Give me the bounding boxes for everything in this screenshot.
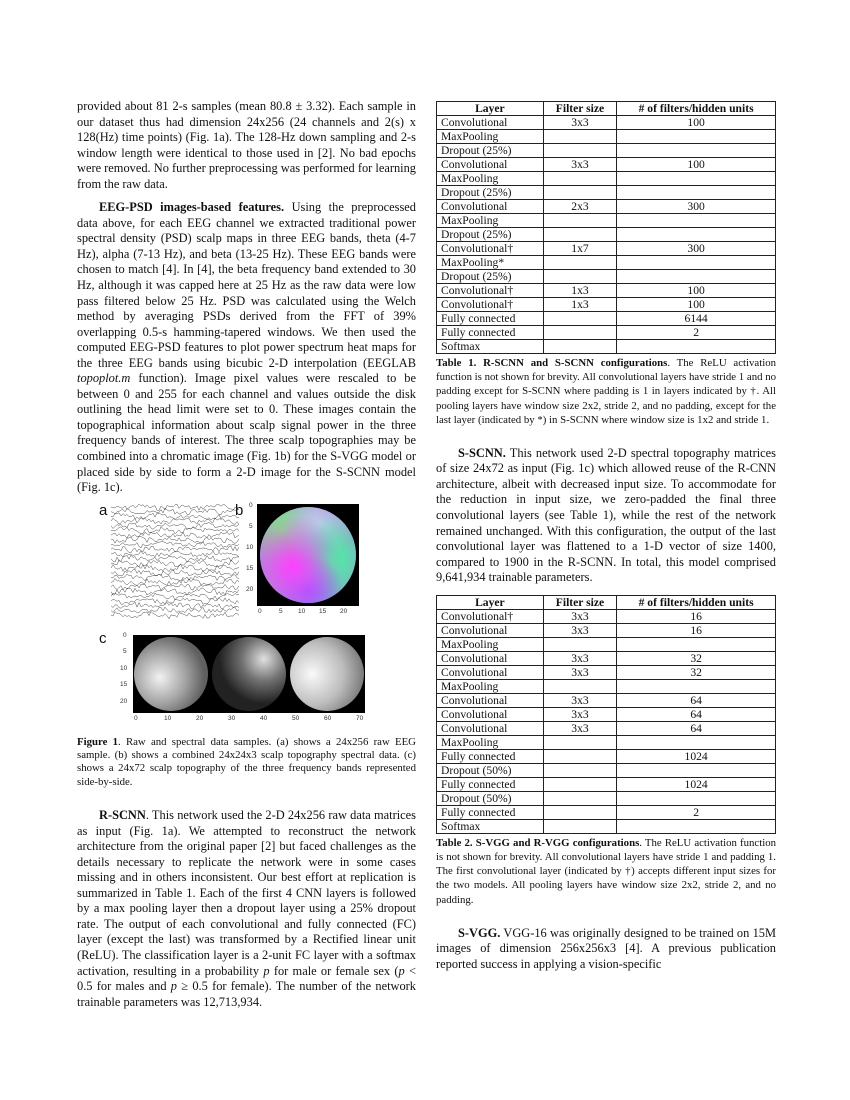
layer-cell: Fully connected: [437, 749, 544, 763]
units-cell: [617, 340, 776, 354]
c-xtick-7: 70: [356, 714, 364, 722]
table-row: [437, 693, 776, 707]
layer-cell: Dropout (25%): [437, 144, 544, 158]
units-cell: [617, 270, 776, 284]
units-cell: 32: [617, 665, 776, 679]
filter-size-cell: [543, 270, 616, 284]
table-row: [437, 735, 776, 749]
table-row: [437, 609, 776, 623]
units-cell: [617, 637, 776, 651]
table-1-header-row: [437, 102, 776, 116]
layer-cell: Convolutional: [437, 200, 544, 214]
filter-size-cell: [543, 819, 616, 833]
layer-cell: Softmax: [437, 819, 544, 833]
eeg-trace: [111, 536, 239, 543]
units-cell: 6144: [617, 312, 776, 326]
table-1: [436, 101, 776, 354]
table-1-header-layer: Layer: [437, 102, 544, 116]
filter-size-cell: [543, 340, 616, 354]
layer-cell: MaxPooling: [437, 130, 544, 144]
filter-size-cell: 3x3: [543, 693, 616, 707]
c-ytick-2: 10: [120, 664, 128, 672]
layer-cell: Convolutional†: [437, 298, 544, 312]
filter-size-cell: [543, 735, 616, 749]
c-xtick-5: 50: [292, 714, 300, 722]
table-2-caption: [436, 836, 776, 907]
b-xtick-0: 0: [258, 607, 262, 615]
units-cell: 100: [617, 158, 776, 172]
table-row: [437, 651, 776, 665]
table-row: [437, 284, 776, 298]
filter-size-cell: 1x3: [543, 284, 616, 298]
table-row: [437, 665, 776, 679]
layer-cell: Softmax: [437, 340, 544, 354]
eeg-trace: [111, 593, 239, 600]
r-scnn-text-a: . This network used the 2-D 24x256 raw data matrices as input (Fig. 1a). We attempted to reconstruct the network architecture from the original paper [2] but faced challenges as the details necessary to replicate the network were in some cases missing and in others inconsistent. Our best effort at replication is summarized in Table 1. Each of the first 4 CNN layers is followed by a max pooling layer then a dropout layer using a 25% dropout rate. The output of each convolutional and fully connected (FC) layer (except the last) was transformed by a Rectified linear unit (ReLU). The classification layer is a 2-unit FC layer with a softmax activation, resulting in a probability: [77, 808, 416, 978]
paragraph-eeg-psd: [77, 200, 416, 495]
table-2-header-row: [437, 595, 776, 609]
layer-cell: Fully connected: [437, 326, 544, 340]
filter-size-cell: 3x3: [543, 651, 616, 665]
layer-cell: Convolutional: [437, 665, 544, 679]
paragraph-s-vgg: [436, 926, 776, 973]
b-ytick-4: 20: [246, 585, 254, 593]
units-cell: 300: [617, 242, 776, 256]
eeg-trace: [111, 597, 239, 604]
eeg-trace: [111, 517, 239, 524]
table-row: [437, 763, 776, 777]
layer-cell: MaxPooling: [437, 735, 544, 749]
layer-cell: Fully connected: [437, 312, 544, 326]
eeg-trace: [111, 607, 239, 613]
filter-size-cell: [543, 326, 616, 340]
units-cell: 100: [617, 116, 776, 130]
table-row: [437, 819, 776, 833]
fig-label-b: b: [235, 501, 244, 519]
table-row: [437, 186, 776, 200]
eeg-psd-text-a: Using the preprocessed data above, for each EEG channel we extracted traditional power spectral density (PSD) scalp maps in three EEG bands, theta (4-7 Hz), alpha (7-13 Hz), and beta (13-25 Hz). These EEG bands were chosen to match [4]. In [4], the beta frequency band extended to 30 Hz, although it was capped here at 25 Hz as the raw data were low pass filtered below 25 Hz. PSD was calculated using the Welch method by averaging PSDs derived from the FFT of 39% overlapping 0.5-s hamming-tapered windows. We then used the computed EEG-PSD features to plot power spectrum heat maps for the three EEG bands using bicubic 2-D interpolation (EEGLAB: [77, 200, 416, 370]
units-cell: [617, 130, 776, 144]
layer-cell: MaxPooling: [437, 637, 544, 651]
layer-cell: MaxPooling: [437, 214, 544, 228]
filter-size-cell: [543, 312, 616, 326]
table-1-caption: [436, 356, 776, 427]
r-scnn-text-c: < 0.5 for males and: [77, 963, 416, 994]
table-1-header-units: # of filters/hidden units: [617, 102, 776, 116]
table-row: [437, 214, 776, 228]
filter-size-cell: 3x3: [543, 707, 616, 721]
b-ytick-0: 0: [249, 501, 253, 509]
units-cell: 16: [617, 623, 776, 637]
paragraph-s-scnn: [436, 446, 776, 586]
b-ytick-1: 5: [249, 522, 253, 530]
s-scnn-heading: S-SCNN.: [458, 445, 506, 460]
units-cell: 300: [617, 200, 776, 214]
layer-cell: Dropout (25%): [437, 270, 544, 284]
eeg-trace: [111, 602, 239, 609]
eeg-psd-topoplot: topoplot.m: [77, 371, 131, 386]
layer-cell: Fully connected: [437, 777, 544, 791]
units-cell: 100: [617, 284, 776, 298]
units-cell: 2: [617, 805, 776, 819]
units-cell: 2: [617, 326, 776, 340]
units-cell: [617, 763, 776, 777]
c-ytick-1: 5: [123, 647, 127, 655]
s-vgg-heading: S-VGG.: [458, 925, 501, 940]
table-row: [437, 707, 776, 721]
layer-cell: Convolutional: [437, 693, 544, 707]
filter-size-cell: [543, 144, 616, 158]
eeg-trace: [111, 555, 239, 562]
left-column: [77, 99, 416, 1010]
r-scnn-p-1: p: [263, 963, 270, 978]
table-row: [437, 805, 776, 819]
chromatic-topography-image: [257, 504, 367, 612]
eeg-trace: [111, 564, 239, 571]
filter-size-cell: [543, 256, 616, 270]
layer-cell: Convolutional: [437, 158, 544, 172]
table-row: [437, 116, 776, 130]
table-1-caption-head: Table 1. R-SCNN and S-SCNN configurations: [436, 357, 668, 369]
filter-size-cell: [543, 777, 616, 791]
s-scnn-text: This network used 2-D spectral topography matrices of size 24x72 as input (Fig. 1c) which allowed reuse of the R-CNN architecture, albeit with decreased input size. To accommodate for the reduction in input size, we zero-padded the final three convolutional layers (see Table 1), while the rest of the network remained unchanged. With this configuration, the output of the last convolutional layer was flattened to a 1-D vector of size 1400, compared to 1900 in the R-SCNN. In total, this model comprised 9,641,934 trainable parameters.: [436, 445, 776, 585]
table-row: [437, 623, 776, 637]
layer-cell: Convolutional†: [437, 242, 544, 256]
figure-1-caption-text: . Raw and spectral data samples. (a) shows a 24x256 raw EEG sample. (b) shows a combined 24x24x3 scalp topography spectral data. (c) shows a 24x72 scalp topography of the three frequency bands represented side-by-side.: [77, 735, 416, 788]
b-ytick-3: 15: [246, 564, 254, 572]
b-xtick-4: 20: [340, 607, 348, 615]
eeg-trace: [111, 526, 239, 533]
figure-1-caption: [77, 736, 416, 790]
right-column: [436, 101, 776, 972]
filter-size-cell: [543, 805, 616, 819]
eeg-trace: [111, 574, 239, 581]
layer-cell: MaxPooling: [437, 679, 544, 693]
units-cell: 1024: [617, 749, 776, 763]
eeg-trace: [111, 569, 239, 576]
c-xtick-2: 20: [196, 714, 204, 722]
table-row: [437, 172, 776, 186]
units-cell: [617, 214, 776, 228]
b-xtick-3: 15: [319, 607, 327, 615]
layer-cell: Dropout (25%): [437, 186, 544, 200]
table-row: [437, 256, 776, 270]
units-cell: [617, 256, 776, 270]
table-row: [437, 340, 776, 354]
table-row: [437, 228, 776, 242]
filter-size-cell: 3x3: [543, 609, 616, 623]
units-cell: 16: [617, 609, 776, 623]
r-scnn-p-2: p: [398, 963, 405, 978]
table-row: [437, 144, 776, 158]
c-xtick-3: 30: [228, 714, 236, 722]
table-row: [437, 130, 776, 144]
layer-cell: Convolutional: [437, 707, 544, 721]
eeg-trace: [111, 522, 239, 529]
table-2-header-units: # of filters/hidden units: [617, 595, 776, 609]
filter-size-cell: [543, 130, 616, 144]
layer-cell: Dropout (25%): [437, 228, 544, 242]
fig-label-a: a: [99, 501, 108, 519]
layer-cell: Convolutional: [437, 651, 544, 665]
filter-size-cell: 1x3: [543, 298, 616, 312]
eeg-trace: [111, 508, 239, 514]
filter-size-cell: 1x7: [543, 242, 616, 256]
s-vgg-text: VGG-16 was originally designed to be trained on 15M images of dimension 256x256x3 [4]. A previous publication reported success in applying a vision-specific: [436, 925, 776, 971]
table-row: [437, 326, 776, 340]
table-row: [437, 721, 776, 735]
eeg-trace: [111, 504, 239, 511]
table-1-header-filter: Filter size: [543, 102, 616, 116]
filter-size-cell: [543, 637, 616, 651]
b-ytick-2: 10: [246, 543, 254, 551]
units-cell: 64: [617, 707, 776, 721]
layer-cell: Convolutional†: [437, 284, 544, 298]
c-ytick-0: 0: [123, 631, 127, 639]
fig-label-c: c: [99, 629, 107, 647]
table-row: [437, 312, 776, 326]
table-row: [437, 791, 776, 805]
r-scnn-text-b: for male or female sex (: [269, 963, 399, 978]
eeg-psd-heading: EEG-PSD images-based features.: [99, 200, 285, 215]
paragraph-r-scnn: [77, 808, 416, 1010]
units-cell: [617, 172, 776, 186]
c-ytick-3: 15: [120, 680, 128, 688]
units-cell: 1024: [617, 777, 776, 791]
figure-1-caption-head: Figure 1: [77, 735, 119, 748]
table-row: [437, 637, 776, 651]
filter-size-cell: 3x3: [543, 665, 616, 679]
table-row: [437, 270, 776, 284]
table-2: [436, 595, 776, 834]
layer-cell: Convolutional: [437, 721, 544, 735]
table-row: [437, 158, 776, 172]
r-scnn-text-d: ≥ 0.5 for female). The number of the network trainable parameters was 12,713,934.: [77, 979, 416, 1009]
layer-cell: Convolutional: [437, 116, 544, 130]
filter-size-cell: [543, 791, 616, 805]
filter-size-cell: 3x3: [543, 116, 616, 130]
table-row: [437, 679, 776, 693]
eeg-psd-text-b: function). Image pixel values were rescaled to be between 0 and 255 for each channel and values outside the disk outlining the head limit were set to 0. These images contain the topographical information about scalp signal power in the three frequency bands of interest. The three scalp topographies may be combined into a chromatic image (Fig. 1b) for the S-VGG model or placed side by side to form a 2-D image for the S-SCNN model (Fig. 1c).: [77, 371, 416, 495]
c-ytick-4: 20: [120, 697, 128, 705]
grayscale-topographies-image: [133, 635, 365, 713]
filter-size-cell: 3x3: [543, 158, 616, 172]
filter-size-cell: [543, 214, 616, 228]
layer-cell: MaxPooling*: [437, 256, 544, 270]
units-cell: [617, 819, 776, 833]
units-cell: 64: [617, 693, 776, 707]
b-xtick-2: 10: [298, 607, 306, 615]
units-cell: 32: [617, 651, 776, 665]
units-cell: 100: [617, 298, 776, 312]
layer-cell: Fully connected: [437, 805, 544, 819]
table-2-header-layer: Layer: [437, 595, 544, 609]
units-cell: [617, 679, 776, 693]
c-xtick-0: 0: [134, 714, 138, 722]
units-cell: 64: [617, 721, 776, 735]
layer-cell: Convolutional†: [437, 609, 544, 623]
table-row: [437, 298, 776, 312]
table-2-caption-head: Table 2. S-VGG and R-VGG configurations: [436, 836, 640, 849]
layer-cell: Convolutional: [437, 623, 544, 637]
b-xtick-1: 5: [279, 607, 283, 615]
filter-size-cell: 3x3: [543, 721, 616, 735]
figure-1: [77, 502, 416, 730]
table-row: [437, 777, 776, 791]
filter-size-cell: [543, 749, 616, 763]
units-cell: [617, 144, 776, 158]
table-row: [437, 200, 776, 214]
filter-size-cell: 2x3: [543, 200, 616, 214]
eeg-trace: [111, 584, 239, 591]
units-cell: [617, 735, 776, 749]
units-cell: [617, 791, 776, 805]
units-cell: [617, 228, 776, 242]
c-xtick-4: 40: [260, 714, 268, 722]
layer-cell: Dropout (50%): [437, 763, 544, 777]
units-cell: [617, 186, 776, 200]
filter-size-cell: 3x3: [543, 623, 616, 637]
table-row: [437, 242, 776, 256]
eeg-trace: [111, 588, 239, 595]
filter-size-cell: [543, 679, 616, 693]
table-2-caption-text: . The ReLU activation function is not shown for brevity. All convolutional layers have stride 1 and padding 1. The first convolutional layer (indicated by †) accepts different input sizes for the two models. All pooling layers have window size 2x2, stride 2, and no padding.: [436, 836, 776, 906]
layer-cell: Dropout (50%): [437, 791, 544, 805]
c-xtick-1: 10: [164, 714, 172, 722]
filter-size-cell: [543, 763, 616, 777]
c-xtick-6: 60: [324, 714, 332, 722]
r-scnn-heading: R-SCNN: [99, 808, 146, 823]
filter-size-cell: [543, 228, 616, 242]
table-2-header-filter: Filter size: [543, 595, 616, 609]
eeg-trace: [111, 611, 239, 618]
paragraph-preprocessing: provided about 81 2-s samples (mean 80.8 ± 3.32). Each sample in our dataset thus had dimension 24x256 (24 channels and 2(s) x 128(Hz) time points) (Fig. 1a). The 128-Hz down sampling and 2-s window length were identical to those used in [2]. No bad epochs were removed. No further preprocessing was performed for learning from the raw data.: [77, 99, 416, 191]
table-row: [437, 749, 776, 763]
r-scnn-p-3: p: [170, 979, 177, 994]
filter-size-cell: [543, 172, 616, 186]
filter-size-cell: [543, 186, 616, 200]
raw-eeg-plot: [111, 504, 239, 622]
table-1-caption-text: . The ReLU activation function is not shown for brevity. All convolutional layers have stride 1 and no padding except for S-SCNN where padding is 1 in layers indicated by †. All pooling layers have window size 2x2, stride 2, and no padding, except for the last layer (indicated by *) in S-SCNN where window size is 1x2 and stride 1.: [436, 357, 776, 426]
eeg-trace: [111, 541, 239, 547]
layer-cell: MaxPooling: [437, 172, 544, 186]
